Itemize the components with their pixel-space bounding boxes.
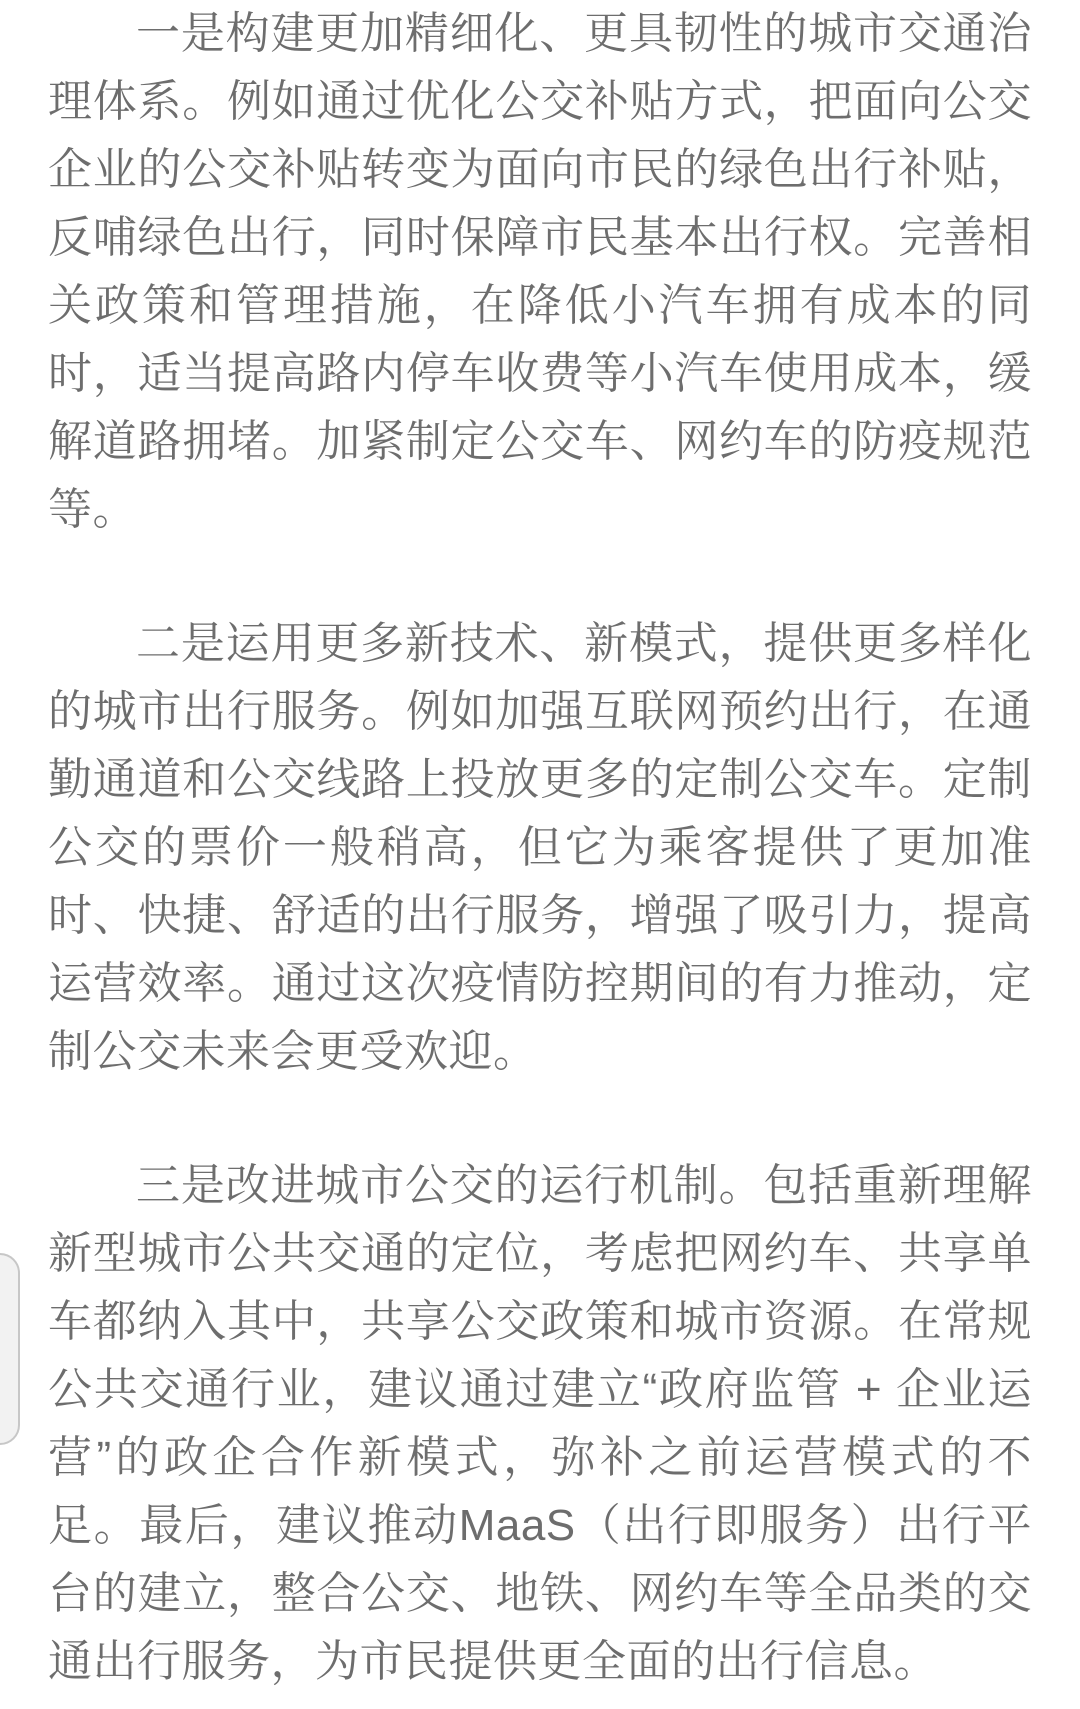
paragraph-point-three: 三是改进城市公交的运行机制。包括重新理解新型城市公共交通的定位，考虑把网约车、共享单车都纳入其中，共享公交政策和城市资源。在常规公共交通行业，建议通过建立“政府监管 + 企业运营”的政企合作新模式，弥补之前运营模式的不足。最后，建议推动MaaS（出行即服务）出行平台的建立，整合公交、地铁、网约车等全品类的交通出行服务，为市民提供更全面的出行信息。	[48, 1161, 1032, 1686]
paragraph-point-one: 一是构建更加精细化、更具韧性的城市交通治理体系。例如通过优化公交补贴方式，把面向公交企业的公交补贴转变为面向市民的绿色出行补贴，反哺绿色出行，同时保障市民基本出行权。完善相关政策和管理措施，在降低小汽车拥有成本的同时，适当提高路内停车收费等小汽车使用成本，缓解道路拥堵。加紧制定公交车、网约车的防疫规范等。	[48, 9, 1032, 534]
article-body	[48, 0, 1032, 1696]
paragraph-point-two: 二是运用更多新技术、新模式，提供更多样化的城市出行服务。例如加强互联网预约出行，在通勤通道和公交线路上投放更多的定制公交车。定制公交的票价一般稍高，但它为乘客提供了更加准时、快捷、舒适的出行服务，增强了吸引力，提高运营效率。通过这次疫情防控期间的有力推动，定制公交未来会更受欢迎。	[48, 619, 1032, 1076]
edge-panel-handle[interactable]	[0, 1253, 20, 1445]
